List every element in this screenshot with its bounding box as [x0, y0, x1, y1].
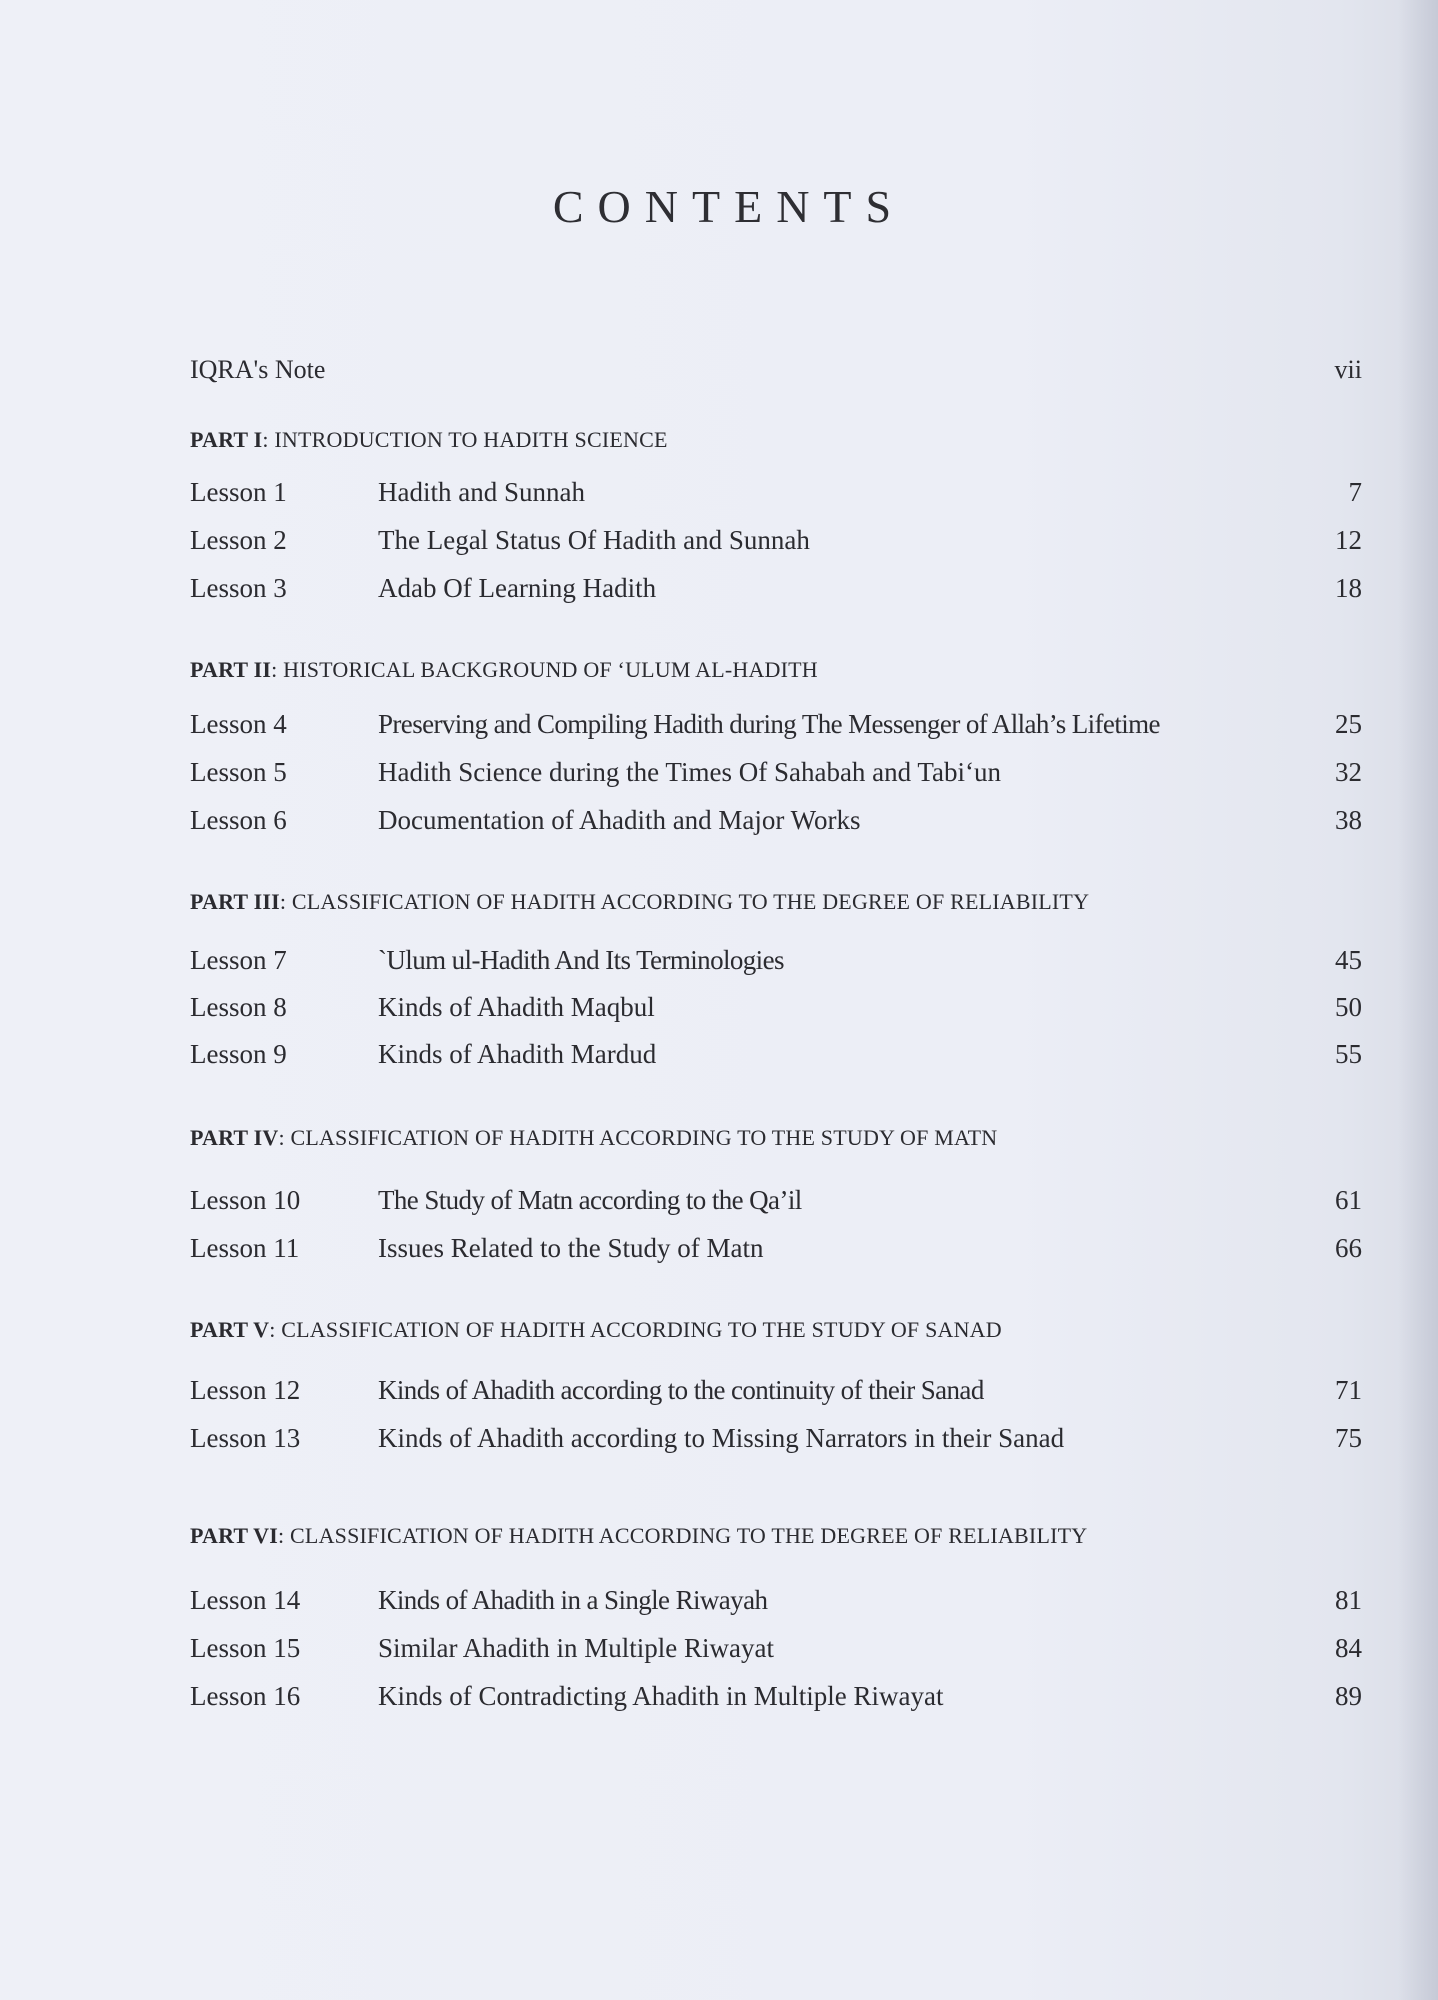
toc-entry	[190, 752, 1362, 792]
lesson-title: Kinds of Ahadith Maqbul	[378, 992, 655, 1022]
part-heading-4	[190, 1122, 1362, 1154]
toc-entry	[190, 1580, 1362, 1620]
lesson-title: Preserving and Compiling Hadith during The Messenger of Allah’s Lifetime	[378, 709, 1160, 739]
part-title: : CLASSIFICATION OF HADITH ACCORDING TO THE DEGREE OF RELIABILITY	[279, 889, 1090, 914]
toc-entry	[190, 520, 1362, 560]
toc-entry	[190, 1034, 1362, 1074]
toc-entry	[190, 1676, 1362, 1716]
toc-page-number: 66	[1335, 1233, 1362, 1263]
lesson-number: Lesson 1	[190, 477, 287, 507]
lesson-title: Similar Ahadith in Multiple Riwayat	[378, 1633, 774, 1663]
lesson-number: Lesson 7	[190, 945, 287, 975]
toc-page-number: 7	[1348, 477, 1362, 507]
toc-page-number: 32	[1335, 757, 1362, 787]
toc-page-number: 18	[1335, 573, 1362, 603]
part-label: PART I	[190, 427, 263, 452]
lesson-title: The Study of Matn according to the Qa’il	[378, 1185, 802, 1215]
toc-page-number: 61	[1335, 1185, 1362, 1215]
part-heading-2	[190, 654, 1362, 686]
part-label: PART VI	[190, 1523, 279, 1548]
toc-entry	[190, 472, 1362, 512]
lesson-title: Kinds of Ahadith according to Missing Narrators in their Sanad	[378, 1423, 1065, 1453]
toc-entry	[190, 1180, 1362, 1220]
toc-page-number: 55	[1335, 1039, 1362, 1069]
toc-entry	[190, 800, 1362, 840]
part-label: PART V	[190, 1317, 270, 1342]
toc-page-number: 45	[1335, 945, 1362, 975]
toc-entry-label: IQRA's Note	[190, 355, 326, 384]
lesson-title: Kinds of Ahadith Mardud	[378, 1039, 657, 1069]
toc-entry	[190, 1370, 1362, 1410]
toc-page-number: 89	[1335, 1681, 1362, 1711]
lesson-number: Lesson 13	[190, 1423, 301, 1453]
toc-page-number: 38	[1335, 805, 1362, 835]
toc-page-number: 25	[1335, 709, 1362, 739]
part-title: : CLASSIFICATION OF HADITH ACCORDING TO THE STUDY OF MATN	[278, 1125, 998, 1150]
part-title: : INTRODUCTION TO HADITH SCIENCE	[262, 427, 668, 452]
lesson-title: Hadith and Sunnah	[378, 477, 585, 507]
lesson-number: Lesson 12	[190, 1375, 301, 1405]
toc-page-number: vii	[1334, 355, 1362, 384]
lesson-number: Lesson 15	[190, 1633, 301, 1663]
part-heading-5	[190, 1314, 1362, 1346]
lesson-number: Lesson 2	[190, 525, 287, 555]
lesson-title: The Legal Status Of Hadith and Sunnah	[378, 525, 810, 555]
page-edge-shadow	[1398, 0, 1438, 2000]
lesson-number: Lesson 8	[190, 992, 287, 1022]
lesson-number: Lesson 6	[190, 805, 287, 835]
toc-page-number: 75	[1335, 1423, 1362, 1453]
toc-entry	[190, 940, 1362, 980]
part-label: PART II	[190, 657, 272, 682]
toc-page-number: 81	[1335, 1585, 1362, 1615]
lesson-number: Lesson 5	[190, 757, 287, 787]
toc-entry	[190, 1228, 1362, 1268]
toc-page-number: 71	[1335, 1375, 1362, 1405]
toc-entry	[190, 987, 1362, 1027]
lesson-title: Hadith Science during the Times Of Sahabah and Tabi‘un	[378, 757, 1002, 787]
lesson-number: Lesson 16	[190, 1681, 301, 1711]
lesson-number: Lesson 9	[190, 1039, 287, 1069]
part-heading-1	[190, 424, 1362, 456]
page-title: CONTENTS	[552, 181, 906, 232]
toc-entry	[190, 568, 1362, 608]
part-heading-6	[190, 1520, 1362, 1552]
lesson-title: Kinds of Ahadith in a Single Riwayah	[378, 1585, 768, 1615]
lesson-title: Documentation of Ahadith and Major Works	[378, 805, 861, 835]
toc-page-number: 84	[1335, 1633, 1362, 1663]
toc-entry	[190, 704, 1362, 744]
toc-entry-iqra-note	[190, 350, 1362, 390]
lesson-number: Lesson 11	[190, 1233, 300, 1263]
lesson-title: Kinds of Contradicting Ahadith in Multiple Riwayat	[378, 1681, 944, 1711]
part-heading-3	[190, 886, 1362, 918]
part-title: : CLASSIFICATION OF HADITH ACCORDING TO THE DEGREE OF RELIABILITY	[278, 1523, 1088, 1548]
toc-entry	[190, 1628, 1362, 1668]
lesson-title: Kinds of Ahadith according to the continuity of their Sanad	[378, 1375, 984, 1405]
lesson-number: Lesson 3	[190, 573, 287, 603]
toc-page-number: 50	[1335, 992, 1362, 1022]
lesson-title: `Ulum ul-Hadith And Its Terminologies	[378, 945, 784, 975]
part-title: : CLASSIFICATION OF HADITH ACCORDING TO THE STUDY OF SANAD	[269, 1317, 1002, 1342]
part-label: PART III	[190, 889, 280, 914]
lesson-number: Lesson 10	[190, 1185, 301, 1215]
lesson-number: Lesson 14	[190, 1585, 301, 1615]
part-label: PART IV	[190, 1125, 279, 1150]
lesson-title: Issues Related to the Study of Matn	[378, 1233, 764, 1263]
part-title: : HISTORICAL BACKGROUND OF ‘ULUM AL-HADITH	[271, 657, 818, 682]
lesson-title: Adab Of Learning Hadith	[378, 573, 657, 603]
toc-page-number: 12	[1335, 525, 1362, 555]
lesson-number: Lesson 4	[190, 709, 287, 739]
toc-entry	[190, 1418, 1362, 1458]
